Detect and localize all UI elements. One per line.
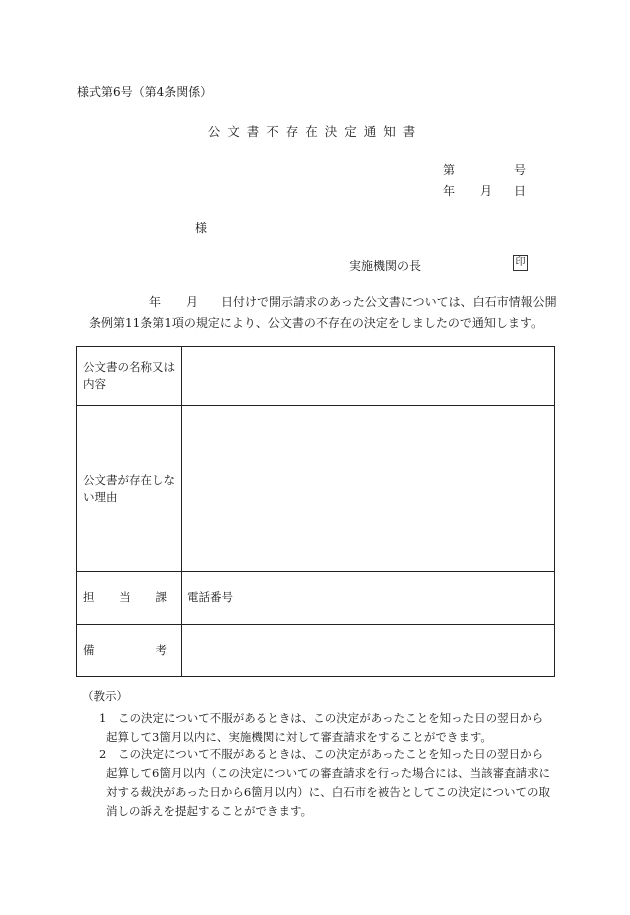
- note-2-line-2: 起算して6箇月以内（この決定についての審査請求を行った場合には、当該審査請求に: [106, 766, 551, 780]
- date-year-label: 年: [443, 184, 456, 198]
- form-number-label: 様式第6号（第4条関係）: [77, 85, 213, 99]
- addressee-honorific: 様: [195, 221, 208, 235]
- body-month-label: 月: [186, 295, 199, 309]
- remarks-value-cell: [182, 625, 555, 677]
- reason-label: 公文書が存在しない理由: [77, 406, 182, 572]
- date-month-label: 月: [480, 184, 493, 198]
- table-row-reason: [77, 406, 555, 572]
- note-2-line-1: 2 この決定について不服があるときは、この決定があったことを知った日の翌日から: [99, 747, 544, 761]
- section-label-char-3: 課: [155, 590, 167, 604]
- notes-heading: （教示）: [82, 689, 128, 703]
- agency-head-label: 実施機関の長: [349, 259, 422, 273]
- document-name-value-cell: [182, 347, 555, 406]
- notice-table: [76, 346, 555, 677]
- remarks-label: [77, 625, 182, 677]
- note-1-line-2: 起算して3箇月以内に、実施機関に対して審査請求をすることができます。: [106, 730, 492, 744]
- remarks-label-char-2: 考: [155, 643, 167, 657]
- note-1-line-1: 1 この決定について不服があるときは、この決定があったことを知った日の翌日から: [99, 711, 544, 725]
- table-row-remarks: [77, 625, 555, 677]
- section-label-char-1: 担: [83, 590, 95, 604]
- note-2-line-4: 消しの訴えを提起することができます。: [106, 804, 313, 818]
- body-year-label: 年: [149, 295, 162, 309]
- note-2-number: 2: [99, 747, 107, 761]
- section-label-char-2: 当: [119, 590, 131, 604]
- note-1-number: 1: [99, 711, 107, 725]
- document-number-prefix: 第: [443, 163, 456, 177]
- table-row-section: [77, 572, 555, 625]
- note-2-line-3: 対する裁決があった日から6箇月以内）に、白石市を被告としてこの決定についての取: [106, 785, 550, 799]
- section-value-cell: [182, 572, 555, 625]
- body-line-1-text: 日付けで開示請求のあった公文書については、白石市情報公開: [221, 295, 557, 309]
- phone-number-label: 電話番号: [187, 589, 233, 604]
- seal-mark: 印: [513, 255, 528, 271]
- date-day-label: 日: [514, 184, 527, 198]
- document-title: 公文書不存在決定通知書: [207, 124, 423, 139]
- document-name-label: 公文書の名称又は内容: [77, 347, 182, 406]
- table-row-document-name: [77, 347, 555, 406]
- section-label: [77, 572, 182, 625]
- reason-value-cell: [182, 406, 555, 572]
- document-number-suffix: 号: [514, 163, 527, 177]
- body-line-2: 条例第11条第1項の規定により、公文書の不存在の決定をしましたので通知します。: [89, 316, 543, 330]
- remarks-label-char-1: 備: [83, 643, 95, 657]
